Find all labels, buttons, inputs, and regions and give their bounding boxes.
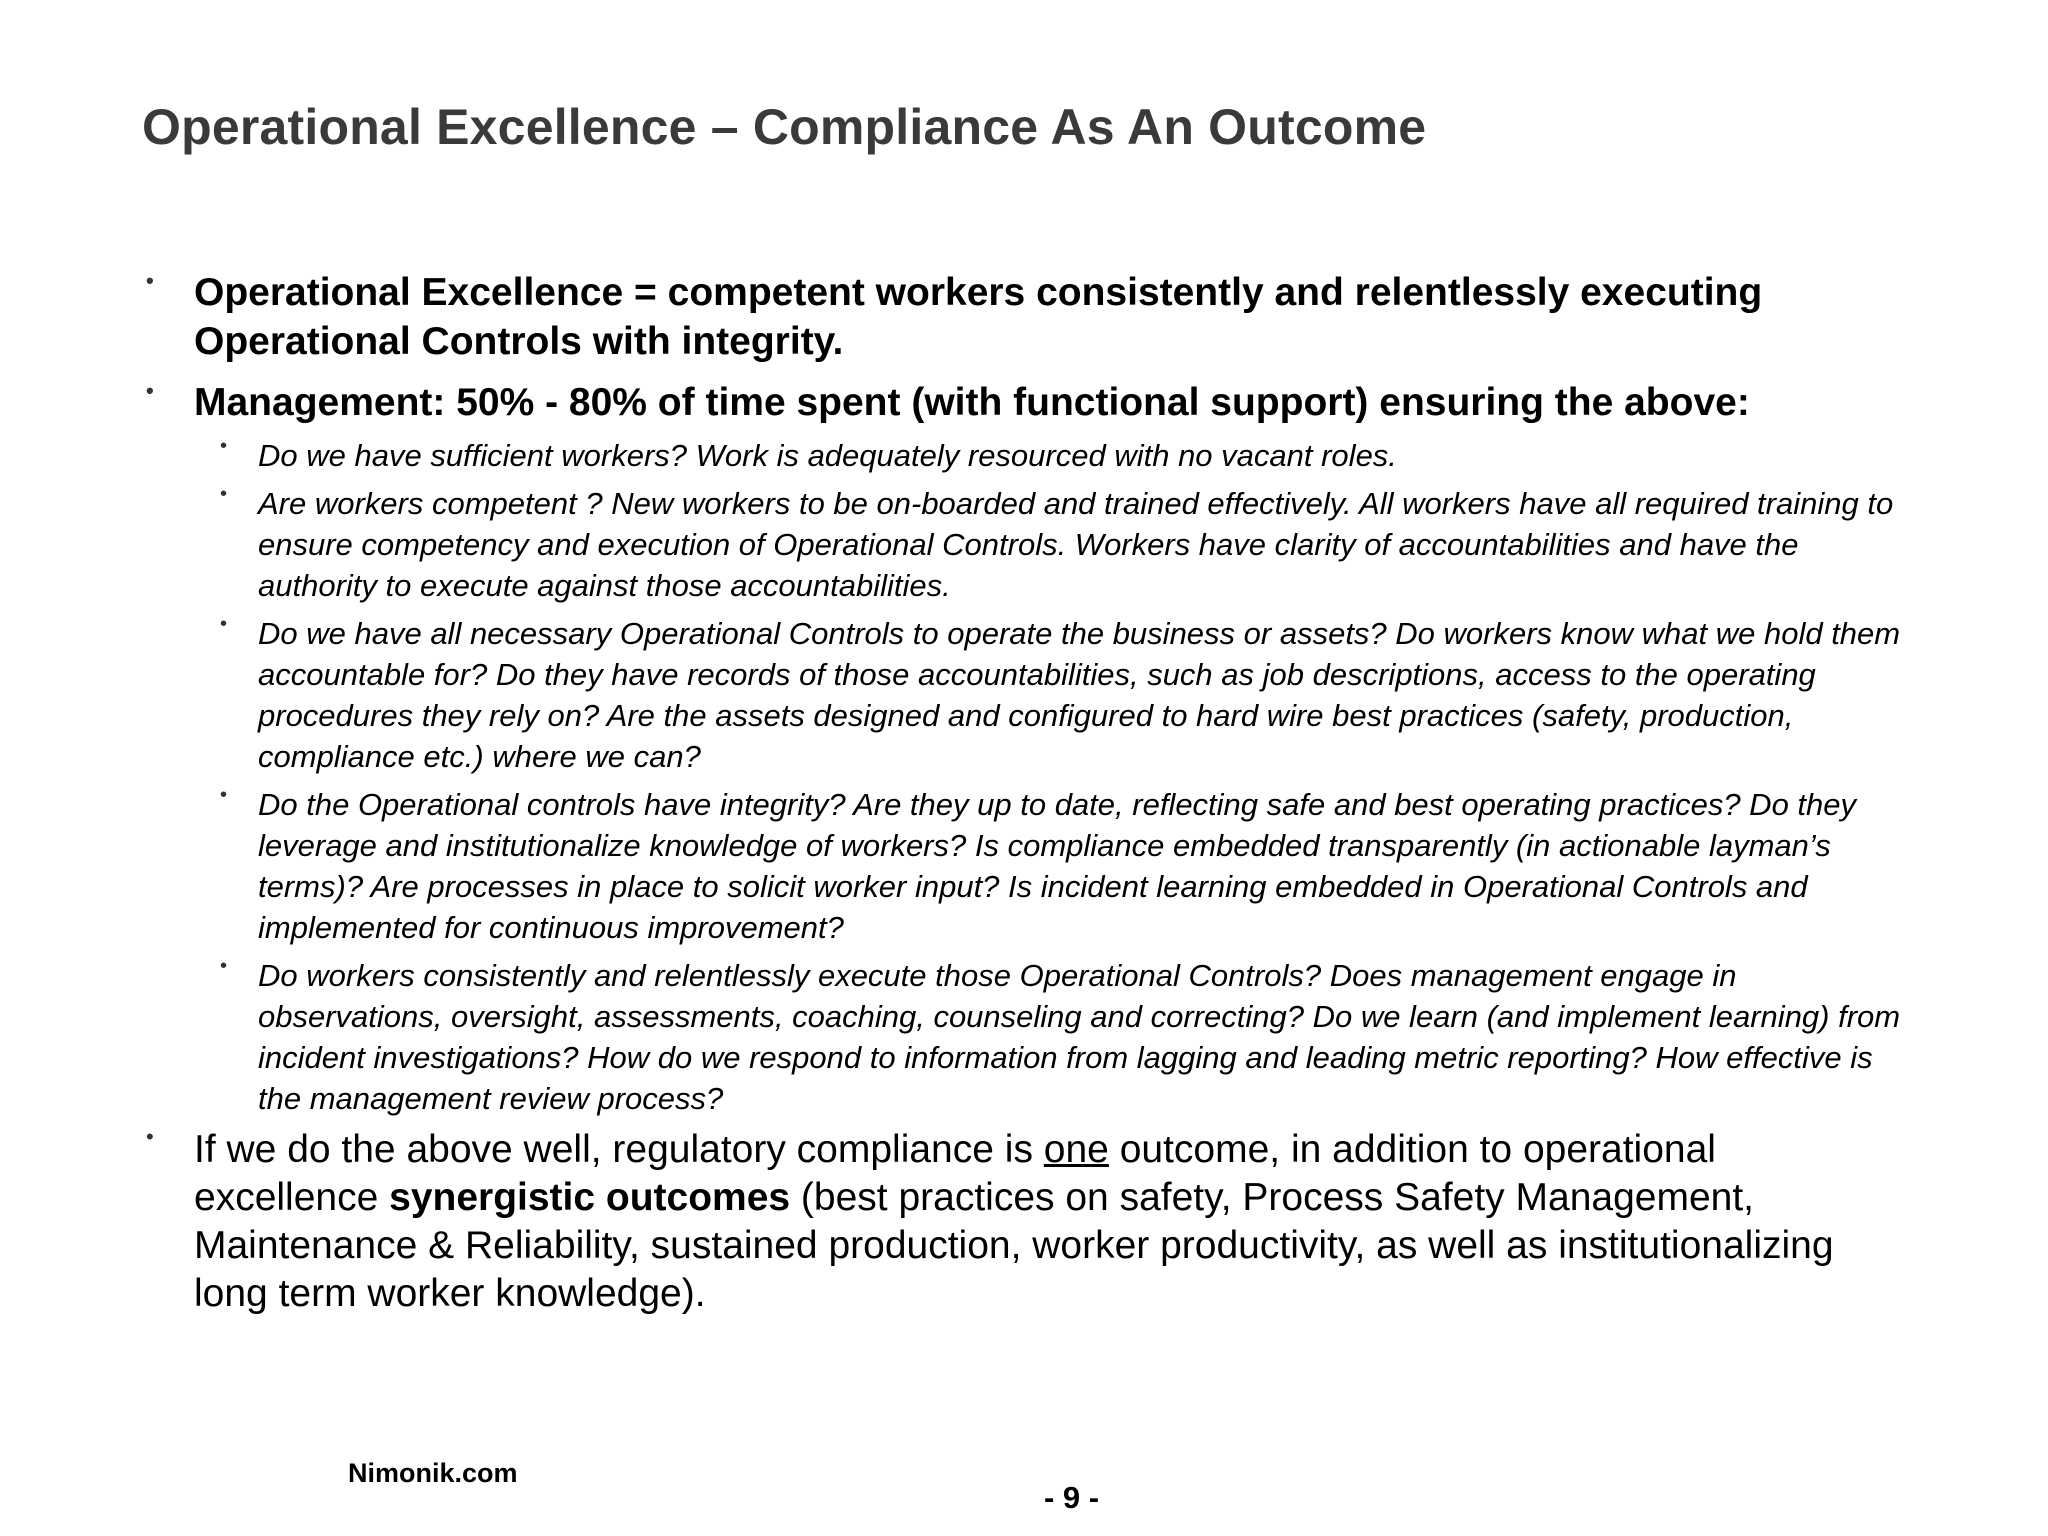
management-sub-list	[142, 435, 1902, 1119]
bullet-dot-icon: •	[220, 435, 228, 457]
bullet-dot-icon: •	[146, 1124, 154, 1149]
bullet-underlined-word: one	[1043, 1128, 1109, 1171]
bullet-compliance-outcome	[142, 1126, 1902, 1318]
sub-bullet-competent-workers	[220, 483, 1902, 606]
bullet-text: Management: 50% - 80% of time spent (with functional support) ensuring the above:	[194, 381, 1750, 424]
bullet-bold-phrase: synergistic outcomes	[389, 1176, 791, 1219]
page-number: - 9 -	[1044, 1480, 1100, 1515]
sub-bullet-sufficient-workers	[220, 435, 1902, 476]
sub-bullet-operational-controls	[220, 613, 1902, 777]
bullet-text-part1: If we do the above well, regulatory compliance is	[194, 1128, 1044, 1171]
bullet-operational-excellence	[142, 268, 1902, 366]
bullet-dot-icon: •	[146, 268, 154, 293]
footer-brand: Nimonik.com	[348, 1458, 518, 1488]
slide-title: Operational Excellence – Compliance As An Outcome	[142, 99, 1427, 155]
bullet-dot-icon: •	[220, 784, 228, 806]
bullet-dot-icon: •	[146, 378, 154, 403]
sub-bullet-text: Do the Operational controls have integrity? Are they up to date, reflecting safe and best operating practices? Do they leverage and institutionalize knowledge of workers? Is compliance embedded transparently (in actionable layman’s terms)? Are processes in place to solicit worker input? Is incident learning embedded in Operational Controls and implemented for continuous improvement?	[258, 787, 1857, 945]
sub-bullet-text: Do workers consistently and relentlessly execute those Operational Controls? Does management engage in observations, oversight, assessments, coaching, counseling and correcting? Do we learn (and implement learning) from incident investigations? How do we respond to information from lagging and leading metric reporting? How effective is the management review process?	[258, 958, 1901, 1116]
sub-bullet-controls-integrity	[220, 784, 1902, 948]
bullet-text: Operational Excellence = competent workers consistently and relentlessly executing Operational Controls with integrity.	[194, 271, 1763, 363]
slide-content	[142, 268, 1902, 1318]
sub-bullet-consistent-execution	[220, 955, 1902, 1119]
bullet-dot-icon: •	[220, 483, 228, 505]
bullet-text-part3: (best practices on safety, Process Safety Management, Maintenance & Reliability, sustained production, worker productivity, as well as institutionalizing long term worker knowledge).	[194, 1176, 1834, 1315]
bullet-text-part2: outcome, in addition to operational excellence	[194, 1128, 1716, 1219]
sub-bullet-text: Are workers competent ? New workers to be on-boarded and trained effectively. All workers have all required training to ensure competency and execution of Operational Controls. Workers have clarity of accountabilities and have the authority to execute against those accountabilities.	[258, 486, 1894, 603]
sub-bullet-text: Do we have sufficient workers? Work is adequately resourced with no vacant roles.	[258, 438, 1397, 473]
sub-bullet-text: Do we have all necessary Operational Controls to operate the business or assets? Do workers know what we hold them accountable for? Do they have records of those accountabilities, such as job descriptions, access to the operating procedures they rely on? Are the assets designed and configured to hard wire best practices (safety, production, compliance etc.) where we can?	[258, 616, 1901, 774]
bullet-dot-icon: •	[220, 613, 228, 635]
bullet-management	[142, 378, 1902, 427]
bullet-dot-icon: •	[220, 955, 228, 977]
